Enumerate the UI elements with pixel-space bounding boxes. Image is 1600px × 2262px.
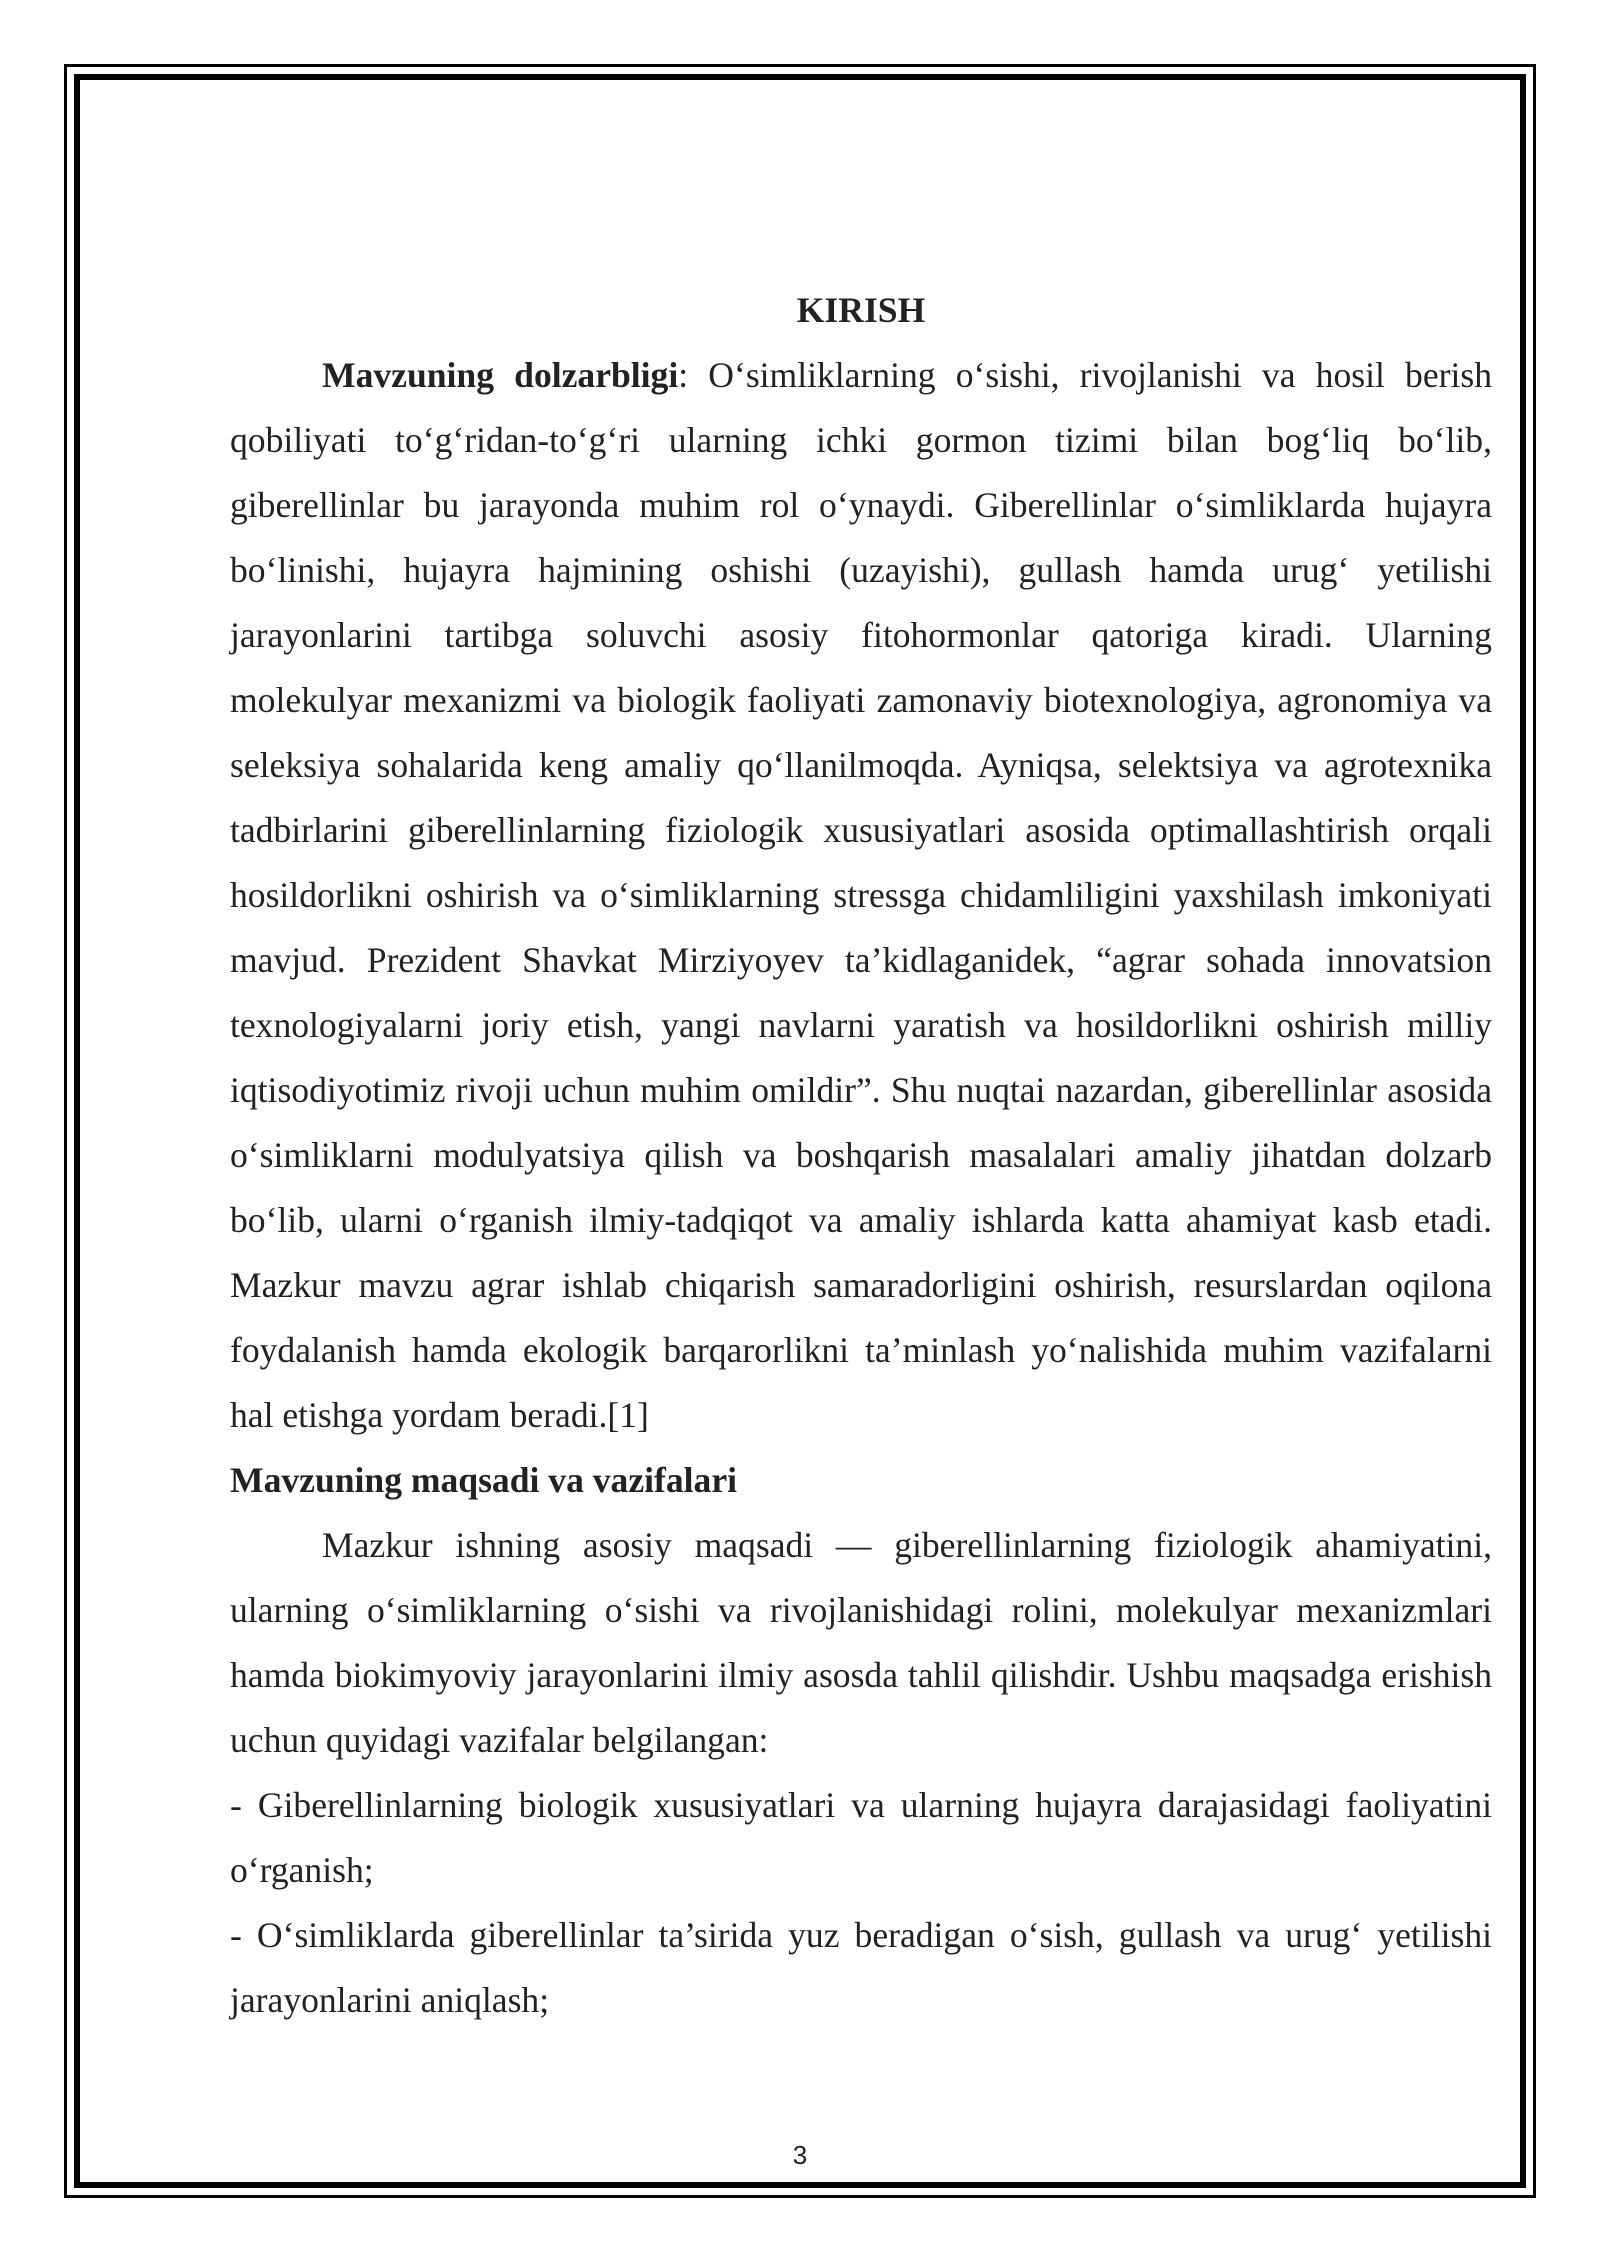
document-body bbox=[230, 278, 1492, 2033]
intro-paragraph bbox=[230, 343, 1492, 1448]
page-number: 3 bbox=[792, 2140, 808, 2170]
intro-lead: Mavzuning dolzarbligi bbox=[322, 355, 679, 395]
intro-text: O‘simliklarning o‘sishi, rivojlanishi va hosil berish qobiliyati to‘g‘ridan-to‘g‘ri ularning ichki gormon tizimi bilan bog‘liq bo‘lib, giberellinlar bu jarayonda muhim rol o‘ynaydi. Giberellinlar o‘simliklarda hujayra bo‘linishi, hujayra hajmining oshishi (uzayishi), gullash hamda urug‘ yetilishi jarayonlarini tartibga soluvchi asosiy fitohormonlar qatoriga kiradi. Ularning molekulyar mexanizmi va biologik faoliyati zamonaviy biotexnologiya, agronomiya va seleksiya sohalarida keng amaliy qo‘llanilmoqda. Ayniqsa, selektsiya va agrotexnika tadbirlarini giberellinlarning fiziologik xususiyatlari asosida optimallashtirish orqali hosildorlikni oshirish va o‘simliklarning stressga chidamliligini yaxshilash imkoniyati mavjud. Prezident Shavkat Mirziyoyev ta’kidlaganidek, “agrar sohada innovatsion texnologiyalarni joriy etish, yangi navlarni yaratish va hosildorlikni oshirish milliy iqtisodiyotimiz rivoji uchun muhim omildir”. Shu nuqtai nazardan, giberellinlar asosida o‘simliklarni modulyatsiya qilish va boshqarish masalalari amaliy jihatdan dolzarb bo‘lib, ularni o‘rganish ilmiy-tadqiqot va amaliy ishlarda katta ahamiyat kasb etadi. Mazkur mavzu agrar ishlab chiqarish samaradorligini oshirish, resurslardan oqilona foydalanish hamda ekologik barqarorlikni ta’minlash yo‘nalishida muhim vazifalarni hal etishga yordam beradi.[1] bbox=[230, 355, 1492, 1435]
section-heading: Mavzuning maqsadi va vazifalari bbox=[230, 1460, 738, 1500]
page-title: KIRISH bbox=[796, 290, 926, 330]
task-item-2: - O‘simliklarda giberellinlar ta’sirida yuz beradigan o‘sish, gullash va urug‘ yetilishi jarayonlarini aniqlash; bbox=[230, 1915, 1492, 2020]
goal-paragraph: Mazkur ishning asosiy maqsadi — giberellinlarning fiziologik ahamiyatini, ularning o‘simliklarning o‘sishi va rivojlanishidagi rolini, molekulyar mexanizmlari hamda biokimyoviy jarayonlarini ilmiy asosda tahlil qilishdir. Ushbu maqsadga erishish uchun quyidagi vazifalar belgilangan: bbox=[230, 1525, 1492, 1760]
task-item-1: - Giberellinlarning biologik xususiyatlari va ularning hujayra darajasidagi faoliyatini o‘rganish; bbox=[230, 1785, 1492, 1890]
intro-separator: : bbox=[678, 355, 689, 395]
